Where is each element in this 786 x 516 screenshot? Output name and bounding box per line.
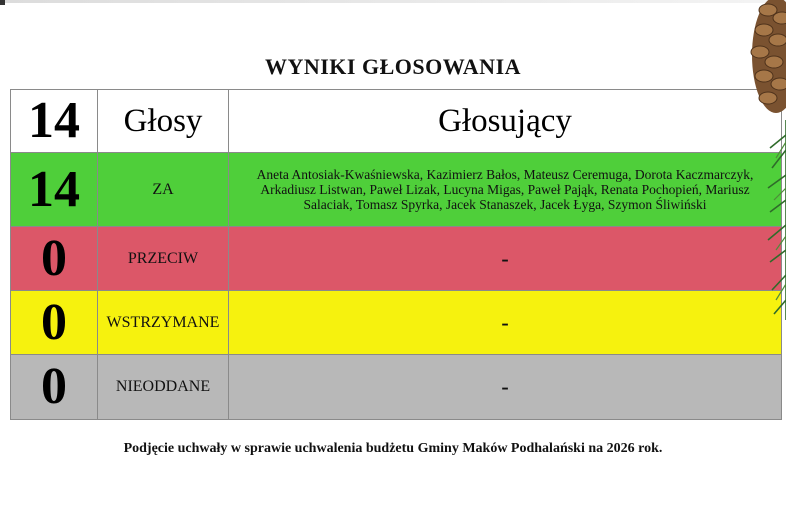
category-cell (98, 291, 229, 355)
resolution-caption: Podjęcie uchwały w sprawie uchwalenia budżetu Gminy Maków Podhalański na 2026 rok. (123, 441, 663, 456)
count-cell (11, 227, 98, 291)
voters-header-label: Głosujący (438, 102, 572, 139)
votes-header-label: Głosy (123, 102, 203, 139)
corner-mark (0, 0, 5, 5)
pine-cone-icon (746, 0, 786, 320)
result-row-przeciw (11, 227, 782, 291)
count-cell (11, 355, 98, 420)
voters-list: - (501, 309, 509, 335)
table-header-row (11, 90, 782, 153)
vote-count: 14 (28, 160, 80, 218)
voters-list: - (501, 374, 509, 399)
result-row-wstrzymane (11, 291, 782, 355)
vote-count: 0 (41, 229, 67, 287)
votes-header-cell (98, 90, 229, 153)
category-cell (98, 355, 229, 420)
result-row-za (11, 153, 782, 227)
total-count-cell (11, 90, 98, 153)
voting-results-table (10, 89, 782, 420)
category-cell (98, 227, 229, 291)
voters-cell (229, 291, 782, 355)
result-row-nieoddane (11, 355, 782, 420)
category-cell (98, 153, 229, 227)
vote-count: 0 (41, 293, 67, 351)
category-label: ZA (152, 180, 174, 198)
category-label: NIEODDANE (115, 378, 211, 395)
voters-list: Aneta Antosiak-Kwaśniewska, Kazimierz Bałos, Mateusz Ceremuga, Dorota Kaczmarczyk, Arkadiusz Listwan, Paweł Lizak, Lucyna Migas, Paweł Pająk, Renata Pochopień, Mariusz Salaciak, Tomasz Spyrka, Jacek Stanaszek, Jacek Łyga, Szymon Śliwiński (256, 167, 754, 212)
vote-count: 0 (41, 358, 67, 415)
category-label: WSTRZYMANE (106, 313, 220, 331)
category-label: PRZECIW (127, 249, 199, 267)
count-cell (11, 153, 98, 227)
voters-list: - (501, 245, 509, 271)
voters-cell (229, 227, 782, 291)
voters-header-cell (229, 90, 782, 153)
voters-cell (229, 153, 782, 227)
top-border-line (0, 0, 786, 3)
voters-cell (229, 355, 782, 420)
total-count: 14 (28, 92, 80, 149)
count-cell (11, 291, 98, 355)
page-title: WYNIKI GŁOSOWANIA (264, 54, 522, 79)
